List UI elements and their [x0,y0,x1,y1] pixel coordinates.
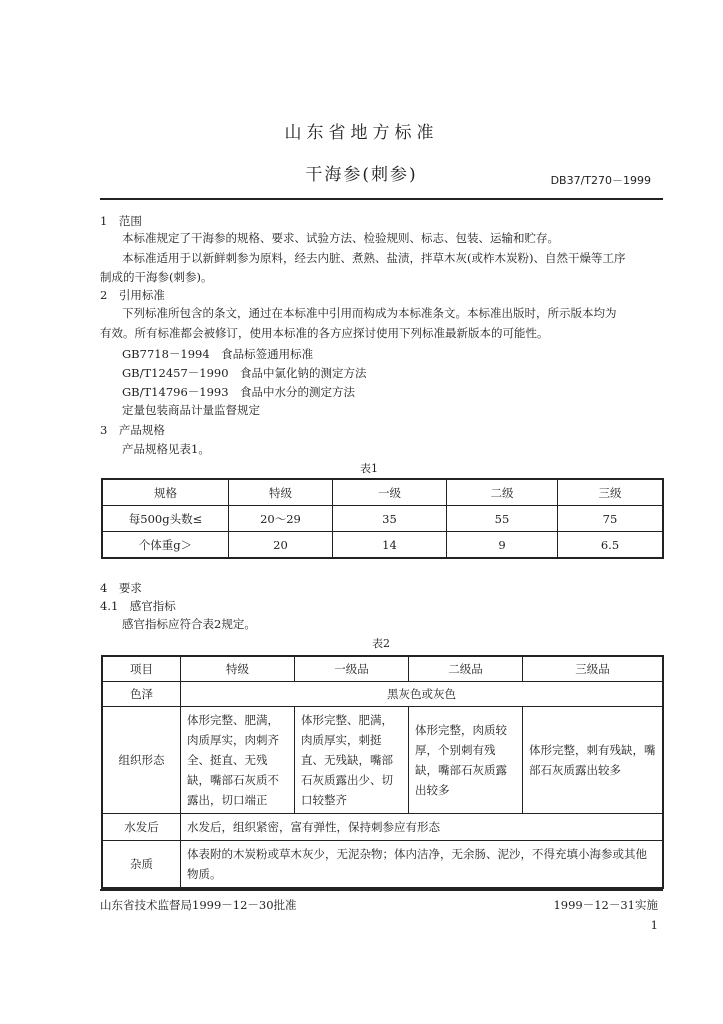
section-4-title: 4 要求 [100,581,142,595]
table-header-cell: 三级品 [523,656,664,681]
implementation-date: 1999－12－31实施 [553,898,658,912]
reference-3: GB/T14796－1993 食品中水分的测定方法 [122,385,356,399]
reference-2: GB/T12457－1990 食品中氯化钠的测定方法 [122,366,367,380]
table-cell: 组织形态 [102,706,181,813]
doc-title: 干海参(刺参) [305,165,418,185]
table-row [102,681,663,706]
table-cell: 杂质 [102,840,181,888]
table-header-cell: 三级 [558,479,664,506]
table-header-cell: 一级 [333,479,447,506]
table-cell: 35 [333,506,447,532]
table-header-cell: 特级 [229,479,333,506]
section-1-para-1: 本标准规定了干海参的规格、要求、试验方法、检验规则、标志、包装、运输和贮存。 [122,231,559,245]
table-cell: 6.5 [558,532,664,559]
table-1-caption: 表1 [360,462,378,475]
doc-number: DB37/T270－1999 [550,174,651,187]
table-row [102,813,663,840]
table-2 [101,655,664,889]
table-cell: 黑灰色或灰色 [181,681,664,706]
section-1-para-2b: 制成的干海参(刺参)。 [100,270,213,284]
table-header-cell: 项目 [102,656,181,681]
table-cell: 个体重g＞ [102,532,229,559]
table-cell: 体表附的木炭粉或草木灰少，无泥杂物；体内洁净，无余肠、泥沙，不得充填小海参或其他物质。 [181,840,664,888]
table-row [102,656,663,681]
table-cell: 体形完整、肥满，肉质厚实，刺挺直、无残缺，嘴部石灰质露出少、切口较整齐 [295,706,409,813]
section-1-title: 1 范围 [100,214,142,228]
table-1 [101,478,664,559]
table-row [102,706,663,813]
table-cell: 75 [558,506,664,532]
table-2-caption: 表2 [372,637,390,650]
table-cell: 55 [447,506,558,532]
table-header-cell: 一级品 [295,656,409,681]
table-row [102,532,663,559]
page-number: 1 [650,918,658,932]
table-cell: 9 [447,532,558,559]
table-row [102,479,663,506]
section-4-1-para-1: 感官指标应符合表2规定。 [122,617,256,631]
table-header-cell: 二级 [447,479,558,506]
table-cell: 20～29 [229,506,333,532]
table-cell: 体形完整、肥满，肉质厚实，肉刺齐全、挺直、无残缺，嘴部石灰质不露出，切口端正 [181,706,295,813]
table-header-cell: 特级 [181,656,295,681]
table-cell: 14 [333,532,447,559]
table-cell: 水发后 [102,813,181,840]
table-header-cell: 二级品 [409,656,523,681]
section-1-para-2a: 本标准适用于以新鲜刺参为原料，经去内脏、煮熟、盐渍，拌草木灰(或柞木炭粉)、自然干燥等工序 [122,251,626,265]
table-row [102,506,663,532]
table-header-cell: 规格 [102,479,229,506]
approval-note: 山东省技术监督局1999－12－30批准 [100,898,297,912]
section-2-title: 2 引用标准 [100,288,165,302]
section-3-para-1: 产品规格见表1。 [122,442,210,456]
org-title: 山东省地方标准 [284,123,439,143]
table-row [102,840,663,888]
table-cell: 水发后，组织紧密，富有弹性，保持刺参应有形态 [181,813,664,840]
table-cell: 色泽 [102,681,181,706]
table-cell: 20 [229,532,333,559]
section-2-para-1b: 有效。所有标准都会被修订，使用本标准的各方应探讨使用下列标准最新版本的可能性。 [100,326,549,340]
section-4-1-title: 4.1 感官指标 [100,599,176,613]
header-rule [100,198,663,200]
table-cell: 体形完整，刺有残缺，嘴部石灰质露出较多 [523,706,664,813]
reference-1: GB7718－1994 食品标签通用标准 [122,347,314,361]
table-cell: 体形完整，肉质较厚，个别刺有残缺，嘴部石灰质露出较多 [409,706,523,813]
table-cell: 每500g头数≤ [102,506,229,532]
section-2-para-1a: 下列标准所包含的条文，通过在本标准中引用而构成为本标准条文。本标准出版时，所示版本均为 [122,306,617,320]
section-3-title: 3 产品规格 [100,423,165,437]
reference-4: 定量包装商品计量监督规定 [122,403,260,417]
footer-rule [100,889,663,891]
